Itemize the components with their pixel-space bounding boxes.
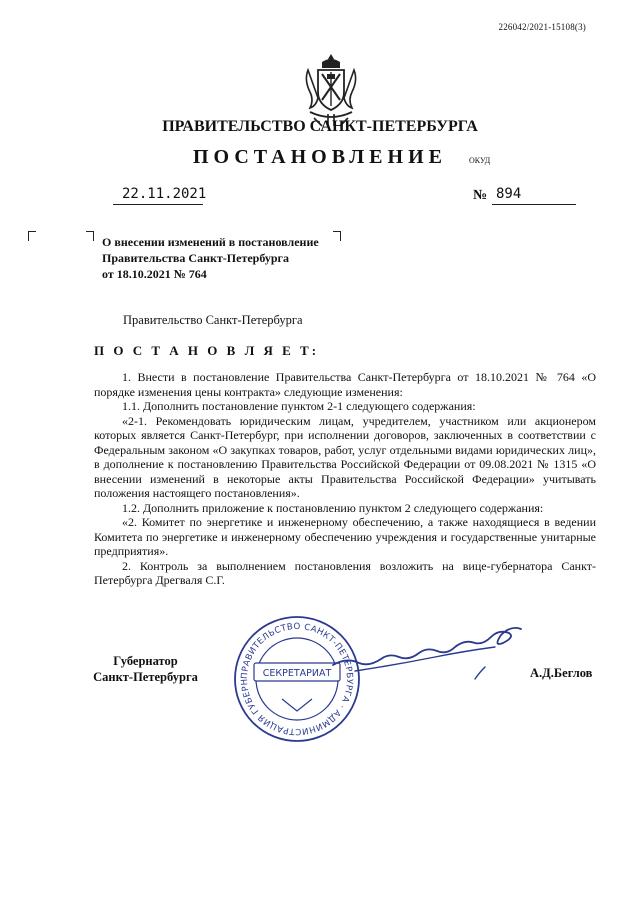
decree-body	[94, 370, 596, 588]
subject-line: О внесении изменений в постановление	[102, 235, 319, 249]
document-registration-number: 226042/2021-15108(3)	[498, 22, 586, 32]
paragraph: 2. Контроль за выполнением постановления возложить на вице-губернатора Санкт-Петербурга Дрегваля С.Г.	[94, 558, 596, 587]
decree-date: 22.11.2021	[122, 186, 207, 202]
government-title: ПРАВИТЕЛЬСТВО САНКТ-ПЕТЕРБУРГА	[162, 118, 478, 135]
number-underline	[492, 204, 576, 205]
paragraph: 1.2. Дополнить приложение к постановлению пунктом 2 следующего содержания:	[122, 500, 544, 515]
position-line: Санкт-Петербурга	[93, 670, 198, 684]
decree-number: 894	[496, 186, 522, 202]
intro-text: Правительство Санкт-Петербурга	[123, 313, 303, 327]
decree-subject	[102, 234, 319, 282]
date-underline	[113, 204, 203, 205]
paragraph: 1. Внести в постановление Правительства Санкт-Петербурга от 18.10.2021 № 764 «О порядке изменения цены контракта» следующие изменения:	[94, 370, 596, 399]
okud-label: ОКУД	[469, 156, 491, 165]
position-line: Губернатор	[113, 654, 178, 668]
corner-mark	[333, 231, 341, 241]
seal-ring-text: ПРАВИТЕЛЬСТВО САНКТ-ПЕТЕРБУРГА · АДМИНИСТРАЦИЯ ГУБЕРН	[239, 621, 355, 737]
corner-mark	[86, 231, 94, 241]
paragraph: «2-1. Рекомендовать юридическим лицам, учредителем, участником или акционером которых является Санкт-Петербург, при исполнении договоров, заключенных в соответствии с Федеральным законом «О закупках товаров, работ, услуг отдельными видами юридических лиц», в дополнение к постановлению Правительства Российской Федерации от 09.08.2021 № 1315 «О внесении изменений в некоторые акты Правительства Российской Федерации» учитывать положения настоящего постановления».	[94, 413, 596, 500]
handwritten-signature	[325, 625, 530, 685]
resolves-heading: П О С Т А Н О В Л Я Е Т:	[94, 343, 320, 358]
signatory-name: А.Д.Беглов	[530, 666, 593, 680]
signatory-position	[88, 653, 203, 685]
paragraph: «2. Комитет по энергетике и инженерному обеспечению, а также находящиеся в ведении Комитета по энергетике и инженерному обеспечению учреждения и государственные унитарные предприятия».	[94, 515, 596, 558]
document-type-heading: ПОСТАНОВЛЕНИЕ	[193, 146, 447, 168]
seal-center-text: СЕКРЕТАРИАТ	[262, 668, 332, 679]
paragraph: 1.1. Дополнить постановление пунктом 2-1 следующего содержания:	[122, 399, 476, 413]
number-sign: №	[473, 188, 488, 203]
subject-line: от 18.10.2021 № 764	[102, 267, 207, 281]
corner-mark	[28, 231, 36, 241]
subject-line: Правительства Санкт-Петербурга	[102, 251, 290, 265]
